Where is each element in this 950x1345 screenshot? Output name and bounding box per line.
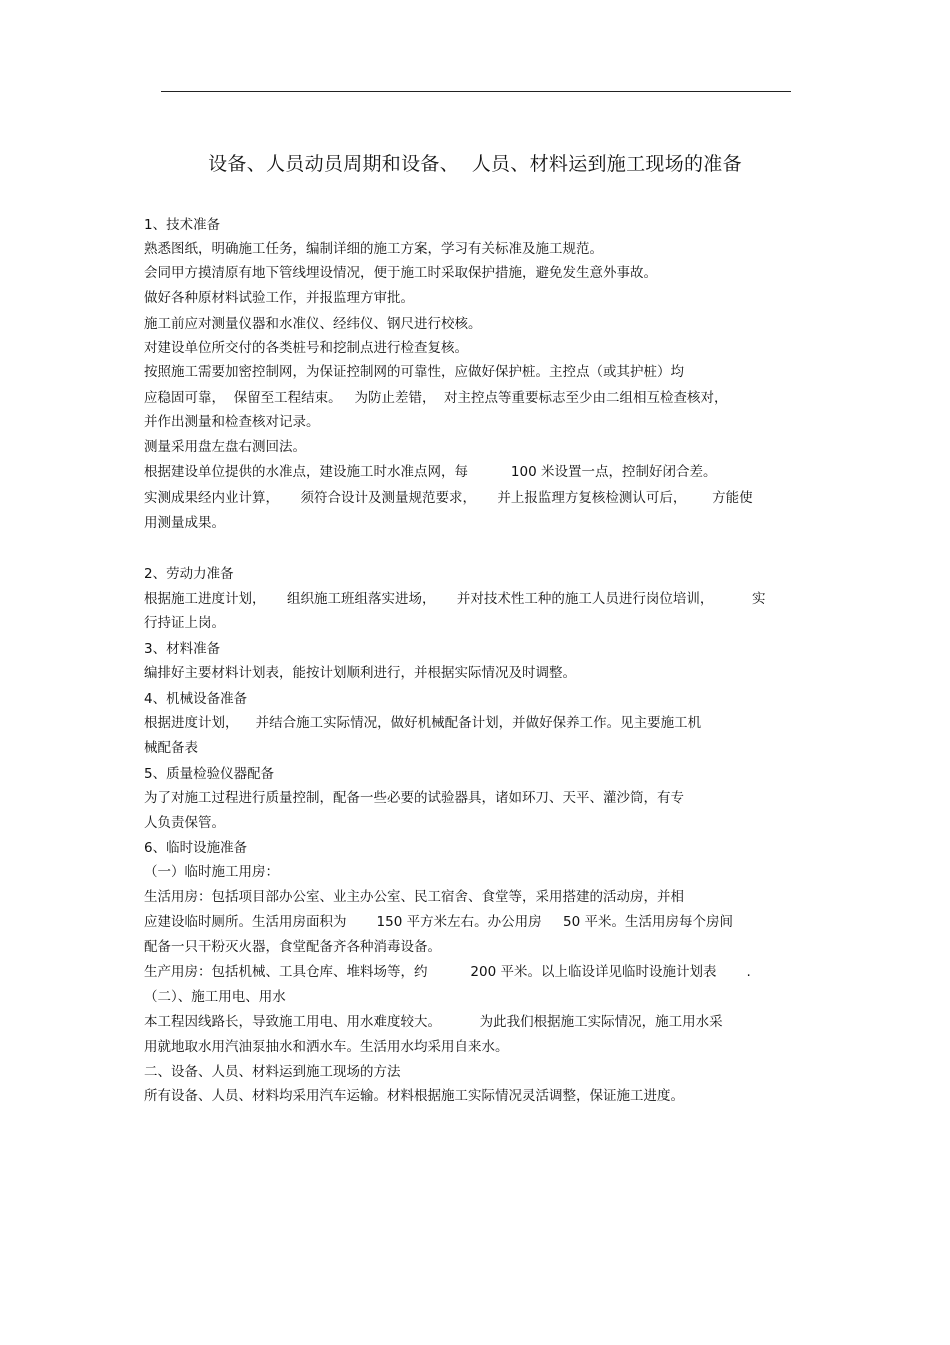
section-heading-1: 1、技术准备 <box>144 217 221 233</box>
body-line: 行持证上岗。 <box>144 615 225 631</box>
body-line: 做好各种原材料试验工作，并报监理方审批。 <box>144 290 414 306</box>
subsection-heading: （二）、施工用电、用水 <box>144 989 286 1005</box>
section-heading-4: 4、机械设备准备 <box>144 691 248 707</box>
body-line: 生活用房：包括项目部办公室、业主办公室、民工宿舍、食堂等，采用搭建的活动房，并相 <box>144 889 684 905</box>
section-heading-2: 2、劳动力准备 <box>144 566 234 582</box>
section-heading-5: 5、质量检验仪器配备 <box>144 766 275 782</box>
body-line: 械配备表 <box>144 740 198 756</box>
body-line: 并作出测量和检查核对记录。 <box>144 414 320 430</box>
body-line: 配备一只干粉灭火器，食堂配备齐各种消毒设备。 <box>144 939 441 955</box>
body-line: 应建设临时厕所。生活用房面积为 150 平方米左右。办公用房 50 平米。生活用房每个房间 <box>144 914 734 930</box>
body-line: 对建设单位所交付的各类桩号和挖制点进行检查复核。 <box>144 340 468 356</box>
body-line: 根据施工进度计划， 组织施工班组落实进场， 并对技术性工种的施工人员进行岗位培训， 实 <box>144 591 766 607</box>
page-title: 设备、人员动员周期和设备、 人员、材料运到施工现场的准备 <box>208 153 742 175</box>
header-rule <box>161 91 791 92</box>
body-line: 编排好主要材料计划表，能按计划顺利进行，并根据实际情况及时调整。 <box>144 665 576 681</box>
subsection-heading: （一）临时施工用房： <box>144 864 279 880</box>
section-heading-6: 6、临时设施准备 <box>144 840 248 856</box>
body-line: 生产用房：包括机械、工具仓库、堆料场等，约 200 平米。以上临设详见临时设施计划表 . <box>144 964 751 980</box>
body-line: 人负责保管。 <box>144 815 225 831</box>
body-line: 应稳固可靠， 保留至工程结束。 为防止差错， 对主控点等重要标志至少由二组相互检查核对， <box>144 390 728 406</box>
body-line: 本工程因线路长，导致施工用电、用水难度较大。 为此我们根据施工实际情况，施工用水采 <box>144 1014 723 1030</box>
body-line: 测量采用盘左盘右测回法。 <box>144 439 306 455</box>
body-line: 为了对施工过程进行质量控制，配备一些必要的试验器具，诸如环刀、天平、灌沙筒，有专 <box>144 790 684 806</box>
body-line: 施工前应对测量仪器和水准仪、经纬仪、钢尺进行校核。 <box>144 316 482 332</box>
body-line: 根据进度计划， 并结合施工实际情况，做好机械配备计划，并做好保养工作。见主要施工机 <box>144 715 702 731</box>
body-line: 根据建设单位提供的水准点，建设施工时水准点网，每 100 米设置一点，控制好闭合差。 <box>144 464 717 480</box>
body-line: 用测量成果。 <box>144 515 225 531</box>
body-line: 会同甲方摸清原有地下管线埋设情况，便于施工时采取保护措施，避免发生意外事故。 <box>144 265 657 281</box>
body-line: 按照施工需要加密控制网，为保证控制网的可靠性，应做好保护桩。主控点（或其护桩）均 <box>144 364 684 380</box>
section-heading-3: 3、材料准备 <box>144 641 221 657</box>
body-line: 用就地取水用汽油泵抽水和洒水车。生活用水均采用自来水。 <box>144 1039 509 1055</box>
body-line: 熟悉图纸，明确施工任务，编制详细的施工方案，学习有关标准及施工规范。 <box>144 241 603 257</box>
body-line: 所有设备、人员、材料均采用汽车运输。材料根据施工实际情况灵活调整，保证施工进度。 <box>144 1088 684 1104</box>
section-heading-method: 二、设备、人员、材料运到施工现场的方法 <box>144 1064 401 1080</box>
body-line: 实测成果经内业计算， 须符合设计及测量规范要求， 并上报监理方复核检测认可后， 方能使 <box>144 490 753 506</box>
